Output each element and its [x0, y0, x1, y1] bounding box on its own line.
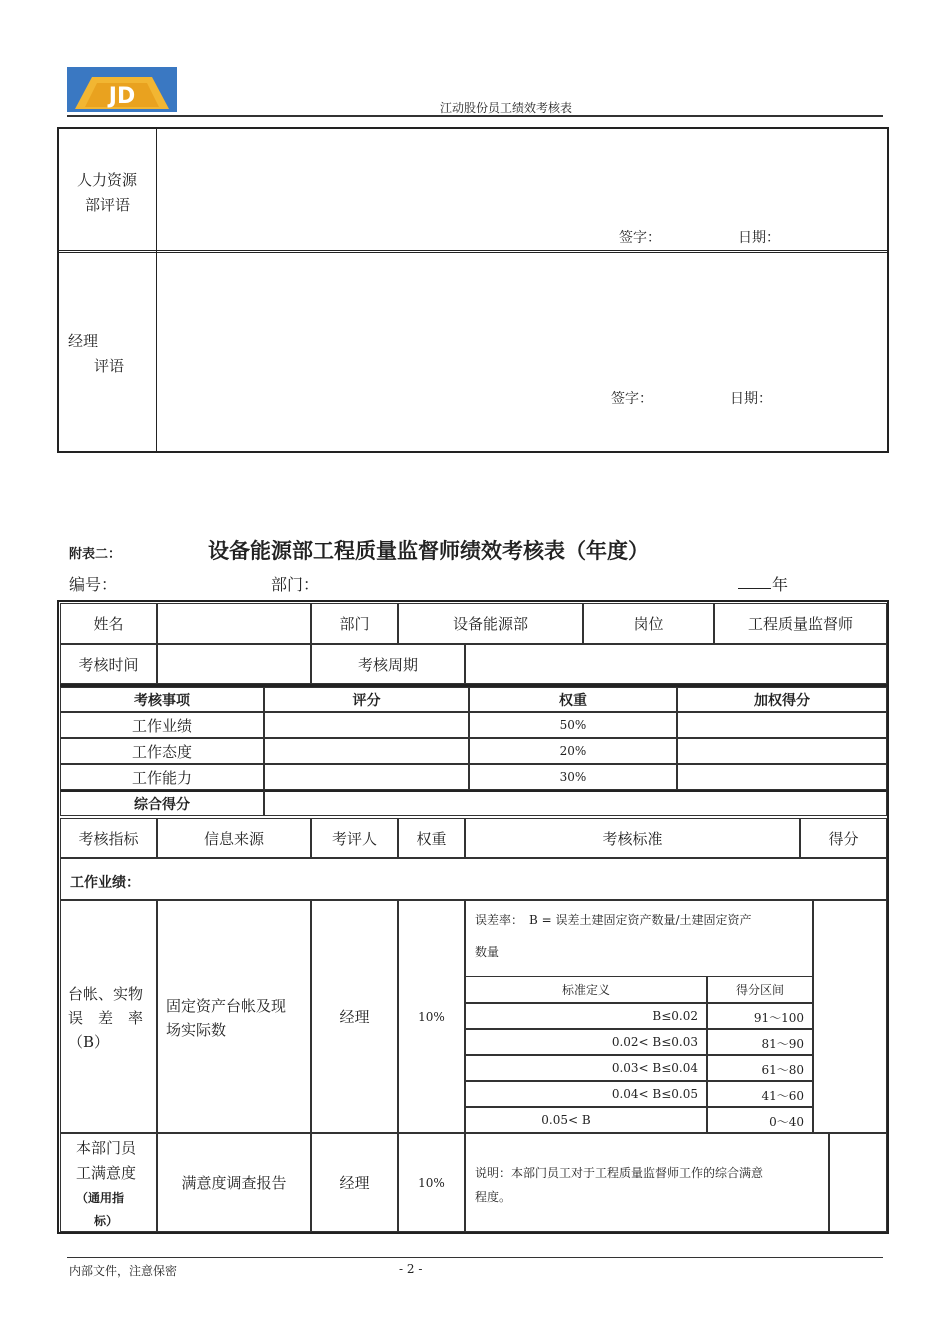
row1-desc-2: 数量: [475, 945, 500, 959]
mgr-sign-label: 签字：: [611, 391, 653, 407]
std-row-def: 0.05< B: [465, 1107, 707, 1133]
dept-label: 部门：: [271, 575, 320, 594]
summary-row-score[interactable]: [264, 764, 469, 790]
std-row-range: 0～40: [707, 1107, 813, 1133]
row1-source-2: 场实际数: [166, 1021, 227, 1039]
ind-header-rater: 考评人: [311, 818, 398, 858]
summary-row-weighted[interactable]: [677, 764, 887, 790]
name-value-cell[interactable]: [157, 603, 311, 644]
footer-note: 内部文件，注意保密: [69, 1264, 178, 1278]
row1-name-3: （B）: [68, 1033, 110, 1051]
summary-row-item: 工作能力: [60, 764, 264, 790]
std-row-def: 0.02< B≤0.03: [465, 1029, 707, 1055]
row2-source: 满意度调查报告: [157, 1133, 311, 1232]
row1-weight: 10%: [398, 900, 465, 1133]
row2-name-1: 本部门员: [76, 1139, 137, 1157]
time-label: 考核时间: [60, 644, 157, 684]
year-label: 年: [772, 575, 789, 594]
mgr-comment-label: 经理: [68, 332, 99, 350]
hr-comment-label: 人力资源: [77, 171, 138, 189]
dept-value: 设备能源部: [398, 603, 583, 644]
row2-name-2: 工满意度: [76, 1164, 137, 1182]
footer-rule: [67, 1257, 883, 1258]
page-title: 设备能源部工程质量监督师绩效考核表（年度）: [208, 539, 649, 563]
mgr-date-label: 日期：: [730, 391, 772, 407]
header-title: 江动股份员工绩效考核表: [440, 101, 573, 115]
summary-row-weight: 30%: [469, 764, 677, 790]
hr-comment-label-2: 部评语: [85, 196, 131, 214]
row1-rater: 经理: [311, 900, 398, 1133]
post-value: 工程质量监督师: [714, 603, 887, 644]
ind-header-source: 信息来源: [157, 818, 311, 858]
row1-indicator-cell: [60, 900, 157, 1133]
summary-header-weight: 权重: [469, 687, 677, 712]
summary-header-item: 考核事项: [60, 687, 264, 712]
std-row-def: 0.04< B≤0.05: [465, 1081, 707, 1107]
header-rule: [67, 115, 883, 117]
summary-row-item: 工作业绩: [60, 712, 264, 738]
company-logo: [67, 67, 177, 112]
summary-row-weight: 50%: [469, 712, 677, 738]
row2-name-3: （通用指: [76, 1191, 125, 1205]
mgr-comment-label-2: 评语: [94, 357, 125, 375]
ind-header-score: 得分: [800, 818, 887, 858]
std-row-range: 81～90: [707, 1029, 813, 1055]
row1-source-cell: [157, 900, 311, 1133]
std-header-range: 得分区间: [707, 976, 813, 1003]
row2-desc-1: 说明：本部门员工对于工程质量监督师工作的综合满意: [475, 1166, 764, 1180]
logo-text: JD: [108, 84, 136, 109]
row2-indicator-cell: [60, 1133, 157, 1232]
std-row-range: 61～80: [707, 1055, 813, 1081]
std-row-range: 41～60: [707, 1081, 813, 1107]
summary-header-score: 评分: [264, 687, 469, 712]
hr-date-label: 日期：: [738, 230, 780, 246]
row2-standard-cell: [465, 1133, 829, 1232]
row1-score-cell[interactable]: [813, 900, 887, 1133]
ind-header-indicator: 考核指标: [60, 818, 157, 858]
section-performance: 工作业绩：: [60, 858, 887, 900]
std-row-def: B≤0.02: [465, 1003, 707, 1029]
summary-row-score[interactable]: [264, 712, 469, 738]
row1-name-2: 误 差 率: [68, 1009, 144, 1027]
summary-row-weighted[interactable]: [677, 738, 887, 764]
appendix-prefix: 附表二：: [69, 547, 122, 562]
ind-header-standard: 考核标准: [465, 818, 800, 858]
summary-row-score[interactable]: [264, 738, 469, 764]
row2-rater: 经理: [311, 1133, 398, 1232]
total-score-label: 综合得分: [60, 790, 264, 816]
time-value-cell[interactable]: [157, 644, 311, 684]
page-number: - 2 -: [399, 1262, 423, 1276]
period-label: 考核周期: [311, 644, 465, 684]
hr-sign-label: 签字：: [619, 230, 661, 246]
row2-name-4: 标）: [94, 1214, 119, 1228]
summary-row-item: 工作态度: [60, 738, 264, 764]
row1-desc-1: 误差率： B = 误差土建固定资产数量/土建固定资产: [475, 913, 752, 927]
ind-header-weight: 权重: [398, 818, 465, 858]
year-blank-line: [738, 588, 771, 589]
comments-table: [57, 127, 889, 453]
summary-row-weighted[interactable]: [677, 712, 887, 738]
number-label: 编号：: [69, 575, 118, 594]
total-score-cell[interactable]: [264, 790, 887, 816]
post-label: 岗位: [583, 603, 714, 644]
period-value-cell[interactable]: [465, 644, 887, 684]
std-row-def: 0.03< B≤0.04: [465, 1055, 707, 1081]
summary-header-weighted: 加权得分: [677, 687, 887, 712]
name-label: 姓名: [60, 603, 157, 644]
dept-cell-label: 部门: [311, 603, 398, 644]
logo-emblem-icon: [67, 67, 177, 112]
row1-name-1: 台帐、实物: [68, 985, 144, 1003]
row2-weight: 10%: [398, 1133, 465, 1232]
summary-row-weight: 20%: [469, 738, 677, 764]
row2-desc-2: 程度。: [475, 1190, 512, 1204]
row1-source-1: 固定资产台帐及现: [166, 997, 287, 1015]
std-row-range: 91～100: [707, 1003, 813, 1029]
row2-score-cell[interactable]: [829, 1133, 887, 1232]
std-header-def: 标准定义: [465, 976, 707, 1003]
